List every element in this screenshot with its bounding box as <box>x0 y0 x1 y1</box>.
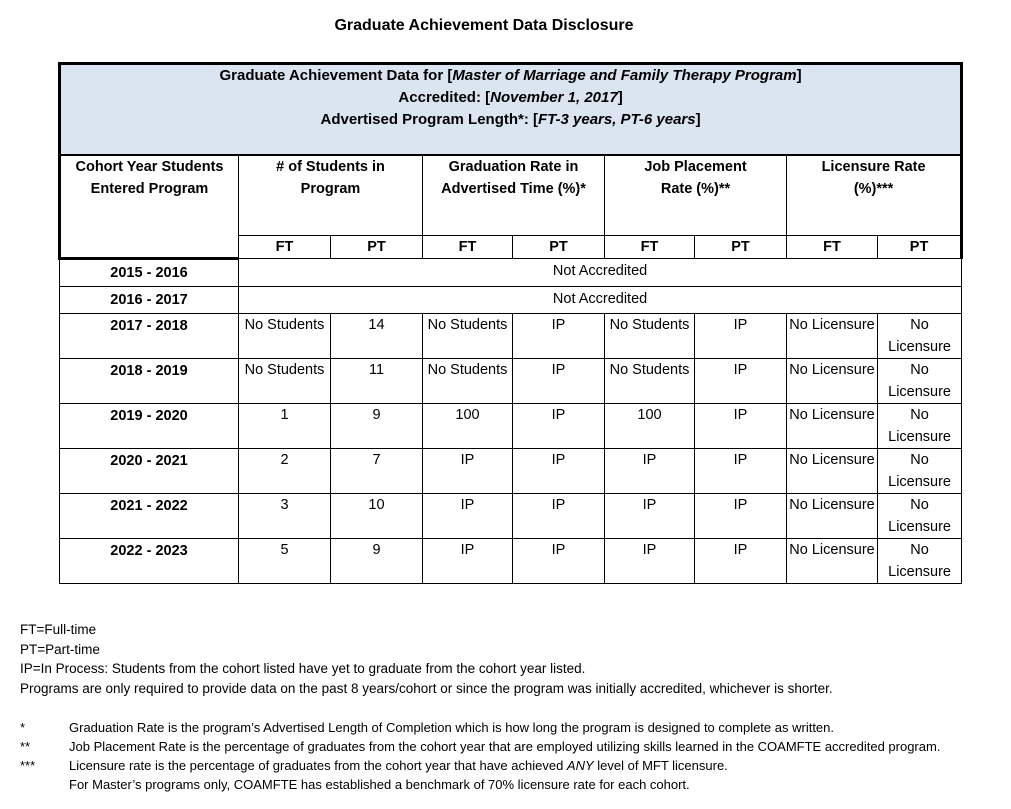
header-students-pt: PT <box>331 236 423 259</box>
asterisk-mark-blank <box>20 775 69 794</box>
students-pt: 11 <box>331 359 423 404</box>
licensure-note-part-b: level of MFT licensure. <box>593 758 728 773</box>
job-ft: IP <box>605 494 695 539</box>
note-pt: PT=Part-time <box>20 641 100 657</box>
graduation-pt: IP <box>513 404 605 449</box>
table-row <box>60 359 962 404</box>
cohort-year: 2022 - 2023 <box>60 539 239 584</box>
job-pt: IP <box>695 449 787 494</box>
header-job-placement <box>605 155 787 236</box>
header-cohort-label: Cohort Year Students Entered Program <box>75 159 224 197</box>
header-graduation <box>423 155 605 236</box>
graduation-pt: IP <box>513 494 605 539</box>
students-pt: 7 <box>331 449 423 494</box>
table-banner <box>60 64 962 156</box>
students-pt: 9 <box>331 404 423 449</box>
graduation-pt: IP <box>513 359 605 404</box>
graduation-ft: No Students <box>423 314 513 359</box>
table-row <box>60 314 962 359</box>
header-licensure-label: Licensure Rate (%)*** <box>821 159 926 197</box>
job-pt: IP <box>695 359 787 404</box>
banner-line2-prefix: Accredited: [ <box>398 89 491 106</box>
header-cohort <box>60 155 239 259</box>
licensure-pt: No Licensure <box>878 404 962 449</box>
licensure-ft: No Licensure <box>787 449 878 494</box>
header-licensure-pt: PT <box>878 236 962 259</box>
licensure-ft: No Licensure <box>787 539 878 584</box>
table-row <box>60 404 962 449</box>
banner-line-length <box>61 109 960 131</box>
licensure-note-emphasis: ANY <box>566 758 594 773</box>
graduation-pt: IP <box>513 539 605 584</box>
banner-line-accredited <box>61 87 960 109</box>
cohort-year: 2018 - 2019 <box>60 359 239 404</box>
header-job-ft: FT <box>605 236 695 259</box>
asterisk-text <box>69 756 728 775</box>
students-ft: 2 <box>239 449 331 494</box>
graduation-ft: 100 <box>423 404 513 449</box>
banner-line3-suffix: ] <box>695 111 701 128</box>
not-accredited-note: Not Accredited <box>239 287 962 314</box>
note-ft: FT=Full-time <box>20 622 97 637</box>
not-accredited-note: Not Accredited <box>239 259 962 287</box>
benchmark-note: For Master’s programs only, COAMFTE has established a benchmark of 70% licensure rate for each cohort. <box>69 777 690 792</box>
graduation-ft: IP <box>423 449 513 494</box>
asterisk-notes <box>20 718 940 794</box>
graduation-ft: IP <box>423 494 513 539</box>
abbreviation-notes <box>20 620 833 698</box>
header-licensure-ft: FT <box>787 236 878 259</box>
students-pt: 9 <box>331 539 423 584</box>
header-licensure <box>787 155 962 236</box>
note-ip: IP=In Process: Students from the cohort listed have yet to graduate from the cohort year listed. <box>20 661 586 676</box>
job-ft: IP <box>605 539 695 584</box>
graduate-achievement-table <box>58 62 963 584</box>
cohort-year: 2020 - 2021 <box>60 449 239 494</box>
asterisk-text: Graduation Rate is the program’s Advertised Length of Completion which is how long the program is designed to complete as written. <box>69 720 835 735</box>
asterisk-mark: * <box>20 720 26 735</box>
program-length: FT-3 years, PT-6 years <box>538 111 696 128</box>
page-title: Graduate Achievement Data Disclosure <box>334 17 634 34</box>
job-pt: IP <box>695 404 787 449</box>
job-pt: IP <box>695 539 787 584</box>
table-row <box>60 259 962 287</box>
header-students <box>239 155 423 236</box>
header-graduation-ft: FT <box>423 236 513 259</box>
students-ft: 3 <box>239 494 331 539</box>
cohort-year: 2021 - 2022 <box>60 494 239 539</box>
asterisk-mark: *** <box>20 758 36 773</box>
header-students-label: # of Students in Program <box>276 159 385 197</box>
asterisk-note-2 <box>20 737 940 756</box>
header-graduation-pt: PT <box>513 236 605 259</box>
licensure-pt: No Licensure <box>878 359 962 404</box>
banner-line1-prefix: Graduate Achievement Data for [ <box>219 67 453 84</box>
job-pt: IP <box>695 314 787 359</box>
cohort-year: 2017 - 2018 <box>60 314 239 359</box>
table-row <box>60 287 962 314</box>
cohort-year: 2015 - 2016 <box>60 259 239 287</box>
licensure-note-part-a: Licensure rate is the percentage of graduates from the cohort year that have achieved <box>69 758 567 773</box>
job-ft: IP <box>605 449 695 494</box>
licensure-pt: No Licensure <box>878 539 962 584</box>
banner-line3-prefix: Advertised Program Length*: [ <box>320 111 539 128</box>
students-pt: 14 <box>331 314 423 359</box>
asterisk-note-4 <box>20 775 940 794</box>
licensure-ft: No Licensure <box>787 359 878 404</box>
students-ft: 5 <box>239 539 331 584</box>
licensure-ft: No Licensure <box>787 314 878 359</box>
graduation-ft: IP <box>423 539 513 584</box>
header-graduation-label: Graduation Rate in Advertised Time (%)* <box>441 159 586 197</box>
job-ft: 100 <box>605 404 695 449</box>
program-name: Master of Marriage and Family Therapy Program <box>452 67 797 84</box>
licensure-ft: No Licensure <box>787 494 878 539</box>
graduation-ft: No Students <box>423 359 513 404</box>
licensure-pt: No Licensure <box>878 494 962 539</box>
licensure-ft: No Licensure <box>787 404 878 449</box>
table-row <box>60 449 962 494</box>
students-ft: No Students <box>239 359 331 404</box>
header-row-main <box>60 155 962 236</box>
job-pt: IP <box>695 494 787 539</box>
banner-line1-suffix: ] <box>796 67 802 84</box>
asterisk-note-3 <box>20 756 940 775</box>
header-students-ft: FT <box>239 236 331 259</box>
asterisk-text: Job Placement Rate is the percentage of graduates from the cohort year that are employed utilizing skills learned in the COAMFTE accredited program. <box>69 739 941 754</box>
students-ft: 1 <box>239 404 331 449</box>
asterisk-note-1 <box>20 718 940 737</box>
header-job-pt: PT <box>695 236 787 259</box>
licensure-pt: No Licensure <box>878 449 962 494</box>
asterisk-mark: ** <box>20 739 31 754</box>
students-pt: 10 <box>331 494 423 539</box>
students-ft: No Students <box>239 314 331 359</box>
job-ft: No Students <box>605 314 695 359</box>
cohort-year: 2019 - 2020 <box>60 404 239 449</box>
banner-line-program <box>61 65 960 87</box>
cohort-year: 2016 - 2017 <box>60 287 239 314</box>
note-programs: Programs are only required to provide data on the past 8 years/cohort or since the program was initially accredited, whichever is shorter. <box>20 680 833 696</box>
table-row <box>60 539 962 584</box>
graduation-pt: IP <box>513 314 605 359</box>
graduation-pt: IP <box>513 449 605 494</box>
accreditation-date: November 1, 2017 <box>490 89 618 106</box>
header-job-label: Job Placement Rate (%)** <box>644 159 747 197</box>
licensure-pt: No Licensure <box>878 314 962 359</box>
banner-cell <box>60 64 962 156</box>
banner-line2-suffix: ] <box>617 89 623 106</box>
table-row <box>60 494 962 539</box>
job-ft: No Students <box>605 359 695 404</box>
